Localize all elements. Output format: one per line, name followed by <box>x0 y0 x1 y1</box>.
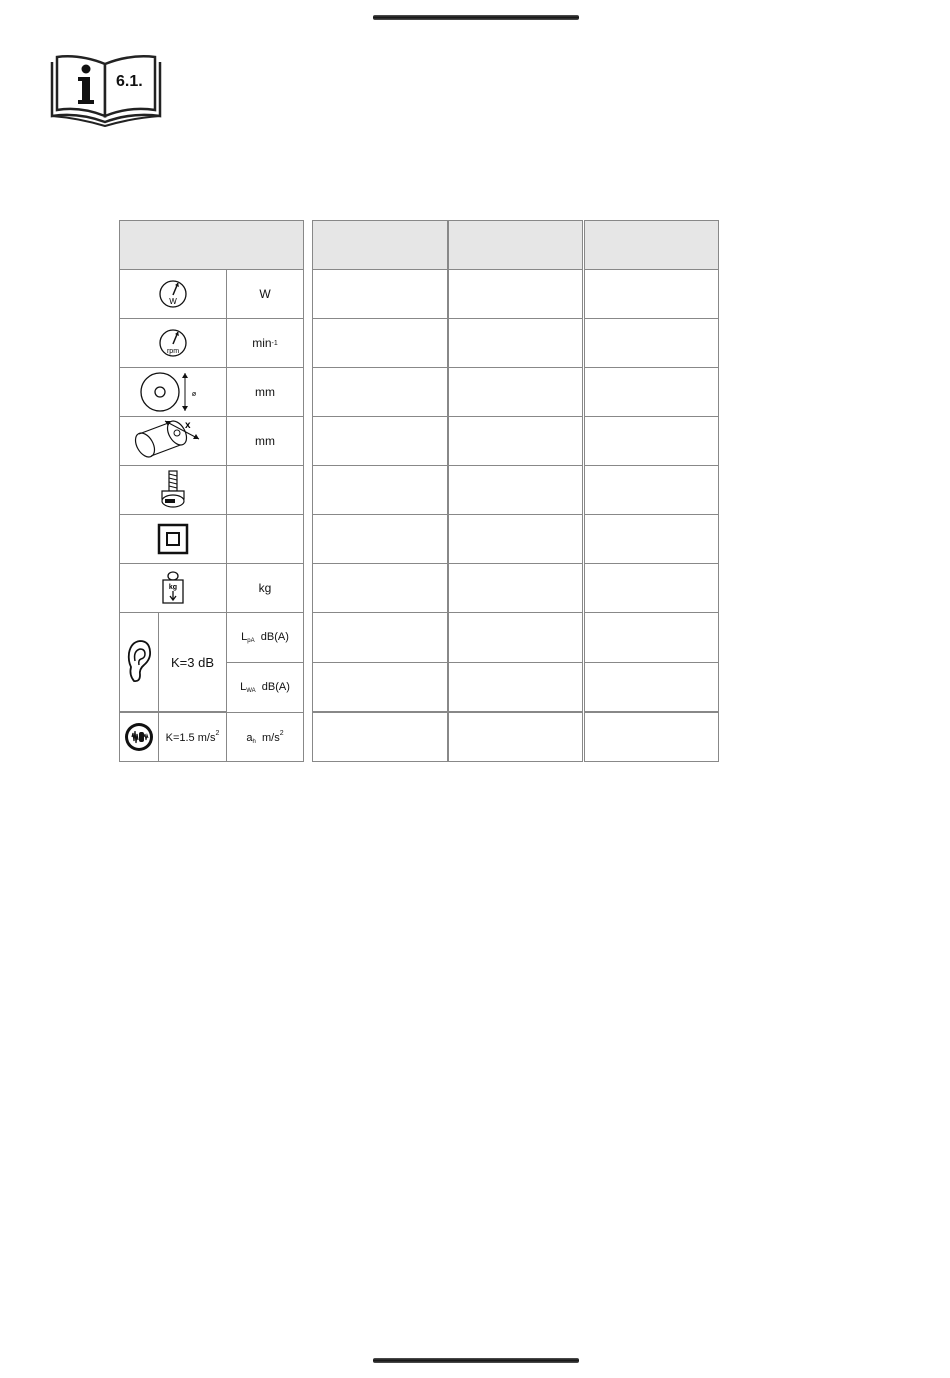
value-cell-r7-m1 <box>312 563 448 613</box>
lpa-unit: $L_{pA}$ dB(A) <box>226 612 304 663</box>
value-cell-r1-m3 <box>584 269 719 319</box>
info-book-icon <box>48 52 164 128</box>
diameter-unit: mm <box>226 367 304 417</box>
value-cell-r1-m2 <box>448 269 583 319</box>
weight-kg-icon <box>161 570 185 606</box>
power-unit: W <box>226 269 304 319</box>
speed-unit: min -1 <box>226 318 304 368</box>
svg-text:W: W <box>169 297 177 306</box>
diameter-icon-cell <box>119 367 227 417</box>
width-icon-cell <box>119 416 227 466</box>
class2-icon-cell <box>119 514 227 564</box>
power-icon-cell <box>119 269 227 319</box>
value-cell-r4-m3 <box>584 416 719 466</box>
ear-icon <box>126 639 152 685</box>
value-cell-r5-m2 <box>448 465 583 515</box>
header-model-2 <box>448 220 583 270</box>
value-cell-r2-m3 <box>584 318 719 368</box>
value-cell-r7-m2 <box>448 563 583 613</box>
value-cell-r4-m1 <box>312 416 448 466</box>
value-cell-r5-m1 <box>312 465 448 515</box>
lwa-unit: $L_{WA}$ dB(A) <box>226 662 304 713</box>
value-cell-r6-m1 <box>312 514 448 564</box>
svg-text:rpm: rpm <box>166 348 180 355</box>
top-rule <box>373 15 579 20</box>
ah-unit: $a_h$ $m/s^2$ <box>226 712 304 762</box>
double-insulation-icon <box>157 523 189 555</box>
speed-icon-cell <box>119 318 227 368</box>
class2-unit <box>226 514 304 564</box>
header-label-cell <box>119 220 304 270</box>
noise-icon-cell <box>119 612 159 712</box>
value-cell-r8-m1 <box>312 612 448 663</box>
value-cell-r1-m1 <box>312 269 448 319</box>
spindle-thread-icon <box>158 469 188 511</box>
value-cell-r9-m2 <box>448 662 583 712</box>
value-cell-r2-m2 <box>448 318 583 368</box>
wattmeter-icon <box>158 279 188 309</box>
value-cell-r3-m3 <box>584 367 719 417</box>
weight-unit: kg <box>226 563 304 613</box>
value-cell-r8-m3 <box>584 612 719 663</box>
vibration-icon-cell <box>119 712 159 762</box>
disc-diameter-icon <box>138 370 208 414</box>
vibration-k-label: K=1.5 $m/s^2$ <box>158 712 227 762</box>
hand-vibration-icon <box>124 722 154 752</box>
section-number: 6.1. <box>116 73 143 90</box>
value-cell-r4-m2 <box>448 416 583 466</box>
svg-text:kg: kg <box>168 584 178 591</box>
value-cell-r10-m2 <box>448 712 583 762</box>
value-cell-r10-m1 <box>312 712 448 762</box>
value-cell-r7-m3 <box>584 563 719 613</box>
roller-width-icon <box>133 418 213 464</box>
value-cell-r8-m2 <box>448 612 583 663</box>
header-model-1 <box>312 220 448 270</box>
header-model-3 <box>584 220 719 270</box>
value-cell-r9-m3 <box>584 662 719 712</box>
noise-k-label: K=3 dB <box>158 612 227 712</box>
svg-text:x: x <box>185 420 191 431</box>
weight-icon-cell <box>119 563 227 613</box>
value-cell-r9-m1 <box>312 662 448 712</box>
value-cell-r5-m3 <box>584 465 719 515</box>
value-cell-r6-m3 <box>584 514 719 564</box>
value-cell-r6-m2 <box>448 514 583 564</box>
value-cell-r3-m2 <box>448 367 583 417</box>
value-cell-r10-m3 <box>584 712 719 762</box>
svg-text:ø: ø <box>191 391 197 398</box>
spindle-icon-cell <box>119 465 227 515</box>
value-cell-r2-m1 <box>312 318 448 368</box>
rpm-gauge-icon <box>158 328 188 358</box>
spindle-unit <box>226 465 304 515</box>
width-unit: mm <box>226 416 304 466</box>
value-cell-r3-m1 <box>312 367 448 417</box>
bottom-rule <box>373 1358 579 1363</box>
